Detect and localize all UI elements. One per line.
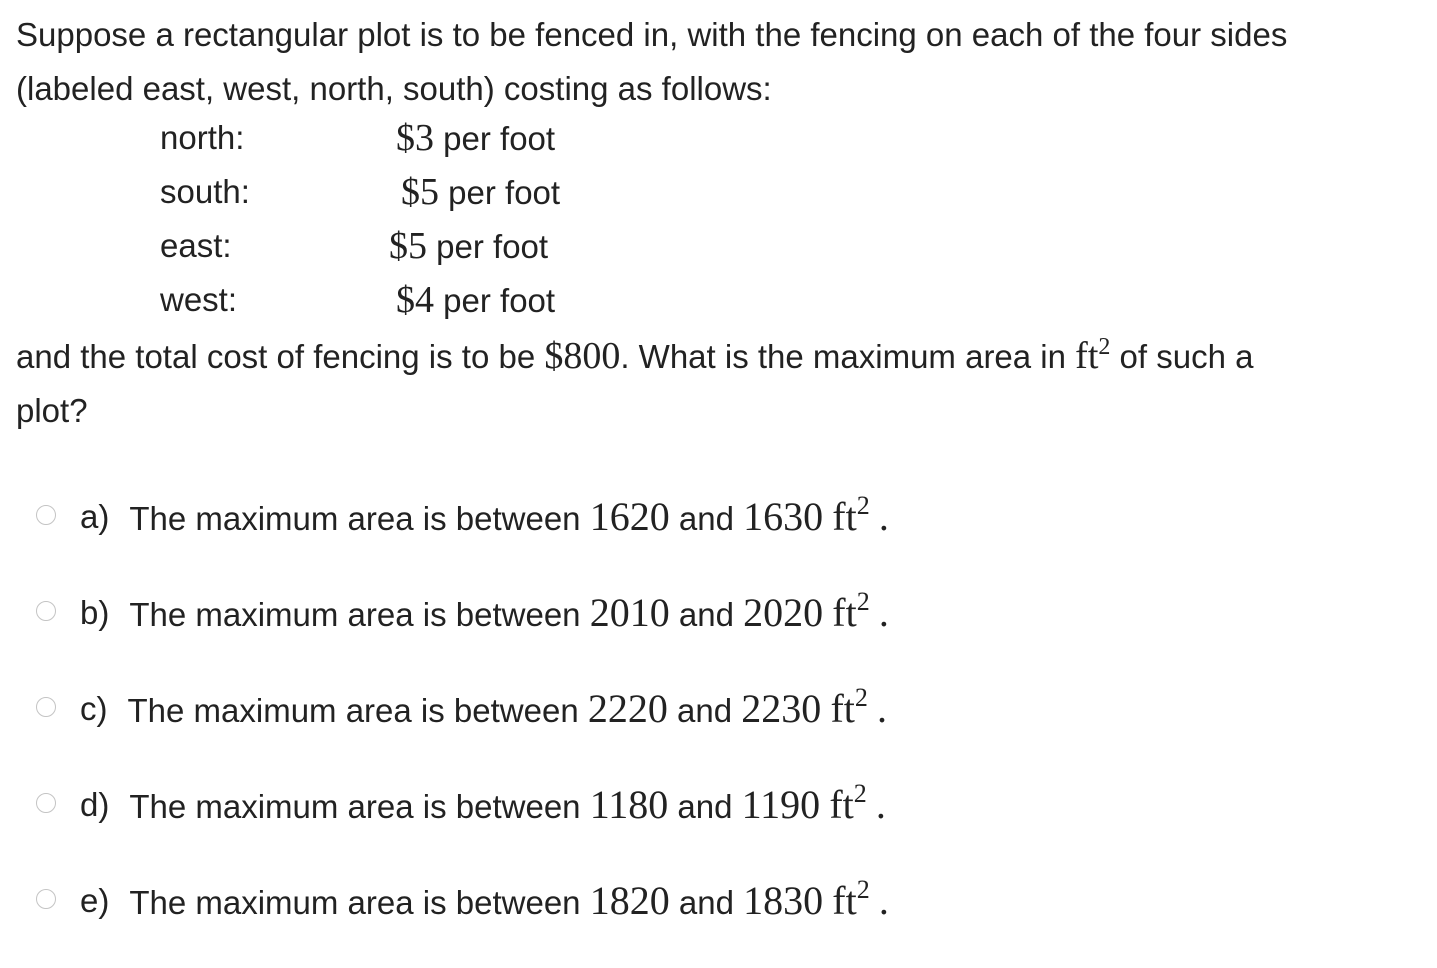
- option-low: 1180: [589, 782, 669, 827]
- option-exponent: 2: [856, 491, 870, 520]
- option-and: and: [668, 788, 742, 825]
- option-text: [129, 872, 889, 932]
- question-intro-line-2: (labeled east, west, north, south) costing as follows:: [16, 70, 772, 107]
- option-unit: ft: [832, 590, 857, 635]
- question-text: [16, 8, 1426, 116]
- cost-unit: per foot: [443, 282, 556, 319]
- tail-text-c: of such a: [1110, 338, 1254, 375]
- option-e[interactable]: [36, 872, 889, 968]
- radio-button[interactable]: [36, 889, 56, 909]
- option-end: .: [878, 590, 889, 635]
- answer-options: [36, 488, 889, 968]
- option-prefix: The maximum area is between: [127, 692, 588, 729]
- option-prefix: The maximum area is between: [129, 596, 590, 633]
- radio-button[interactable]: [36, 505, 56, 525]
- option-c[interactable]: [36, 680, 889, 776]
- option-high: 1830: [743, 878, 824, 923]
- side-cost: [389, 219, 548, 274]
- option-letter: e): [80, 882, 110, 919]
- tail-text-b: . What is the maximum area in: [620, 338, 1076, 375]
- option-and: and: [669, 596, 744, 633]
- option-text: [129, 488, 889, 548]
- cost-amount: $3: [396, 117, 434, 159]
- radio-button[interactable]: [36, 601, 56, 621]
- option-letter: d): [80, 786, 110, 823]
- option-prefix: The maximum area is between: [129, 884, 590, 921]
- option-end: .: [875, 782, 886, 827]
- option-high: 1190: [741, 782, 821, 827]
- option-unit: ft: [832, 878, 857, 923]
- option-and: and: [669, 500, 744, 537]
- question-intro-line-1: Suppose a rectangular plot is to be fenced in, with the fencing on each of the four sides: [16, 16, 1288, 53]
- side-label: north:: [160, 119, 245, 156]
- option-exponent: 2: [854, 683, 868, 712]
- option-end: .: [878, 494, 889, 539]
- side-cost: [396, 111, 555, 166]
- option-high: 2020: [743, 590, 824, 635]
- option-high: 2230: [741, 686, 822, 731]
- option-exponent: 2: [856, 587, 870, 616]
- area-exponent: 2: [1098, 334, 1111, 360]
- cost-amount: $5: [401, 171, 439, 213]
- cost-unit: per foot: [448, 174, 561, 211]
- option-high: 1630: [743, 494, 824, 539]
- option-low: 1820: [589, 878, 670, 923]
- option-a[interactable]: [36, 488, 889, 584]
- cost-unit: per foot: [443, 120, 556, 157]
- option-exponent: 2: [853, 779, 867, 808]
- option-end: .: [877, 686, 888, 731]
- area-unit: ft: [1075, 335, 1099, 377]
- side-label: east:: [160, 227, 232, 264]
- total-cost: $800: [544, 335, 621, 377]
- option-text: [129, 584, 889, 644]
- option-unit: ft: [829, 782, 854, 827]
- option-end: .: [878, 878, 889, 923]
- option-letter: c): [80, 690, 108, 727]
- side-label: south:: [160, 173, 250, 210]
- cost-amount: $4: [396, 279, 434, 321]
- option-and: and: [669, 884, 744, 921]
- cost-amount: $5: [389, 225, 427, 267]
- option-text: [129, 776, 886, 836]
- option-unit: ft: [832, 494, 857, 539]
- option-and: and: [667, 692, 742, 729]
- option-low: 1620: [589, 494, 670, 539]
- option-letter: a): [80, 498, 110, 535]
- option-letter: b): [80, 594, 110, 631]
- option-text: [128, 680, 888, 740]
- question-tail-line-2: plot?: [16, 392, 88, 429]
- option-prefix: The maximum area is between: [129, 788, 590, 825]
- option-exponent: 2: [856, 875, 870, 904]
- option-low: 2220: [587, 686, 668, 731]
- option-b[interactable]: [36, 584, 889, 680]
- question-tail: [16, 329, 1426, 438]
- radio-button[interactable]: [36, 793, 56, 813]
- radio-button[interactable]: [36, 697, 56, 717]
- option-prefix: The maximum area is between: [129, 500, 590, 537]
- question-tail-line-1: [16, 329, 1426, 384]
- option-d[interactable]: [36, 776, 889, 872]
- cost-unit: per foot: [436, 228, 549, 265]
- tail-text-a: and the total cost of fencing is to be: [16, 338, 545, 375]
- side-label: west:: [160, 281, 238, 318]
- option-low: 2010: [589, 590, 670, 635]
- side-cost: [396, 273, 555, 328]
- side-cost: [401, 165, 560, 220]
- option-unit: ft: [830, 686, 855, 731]
